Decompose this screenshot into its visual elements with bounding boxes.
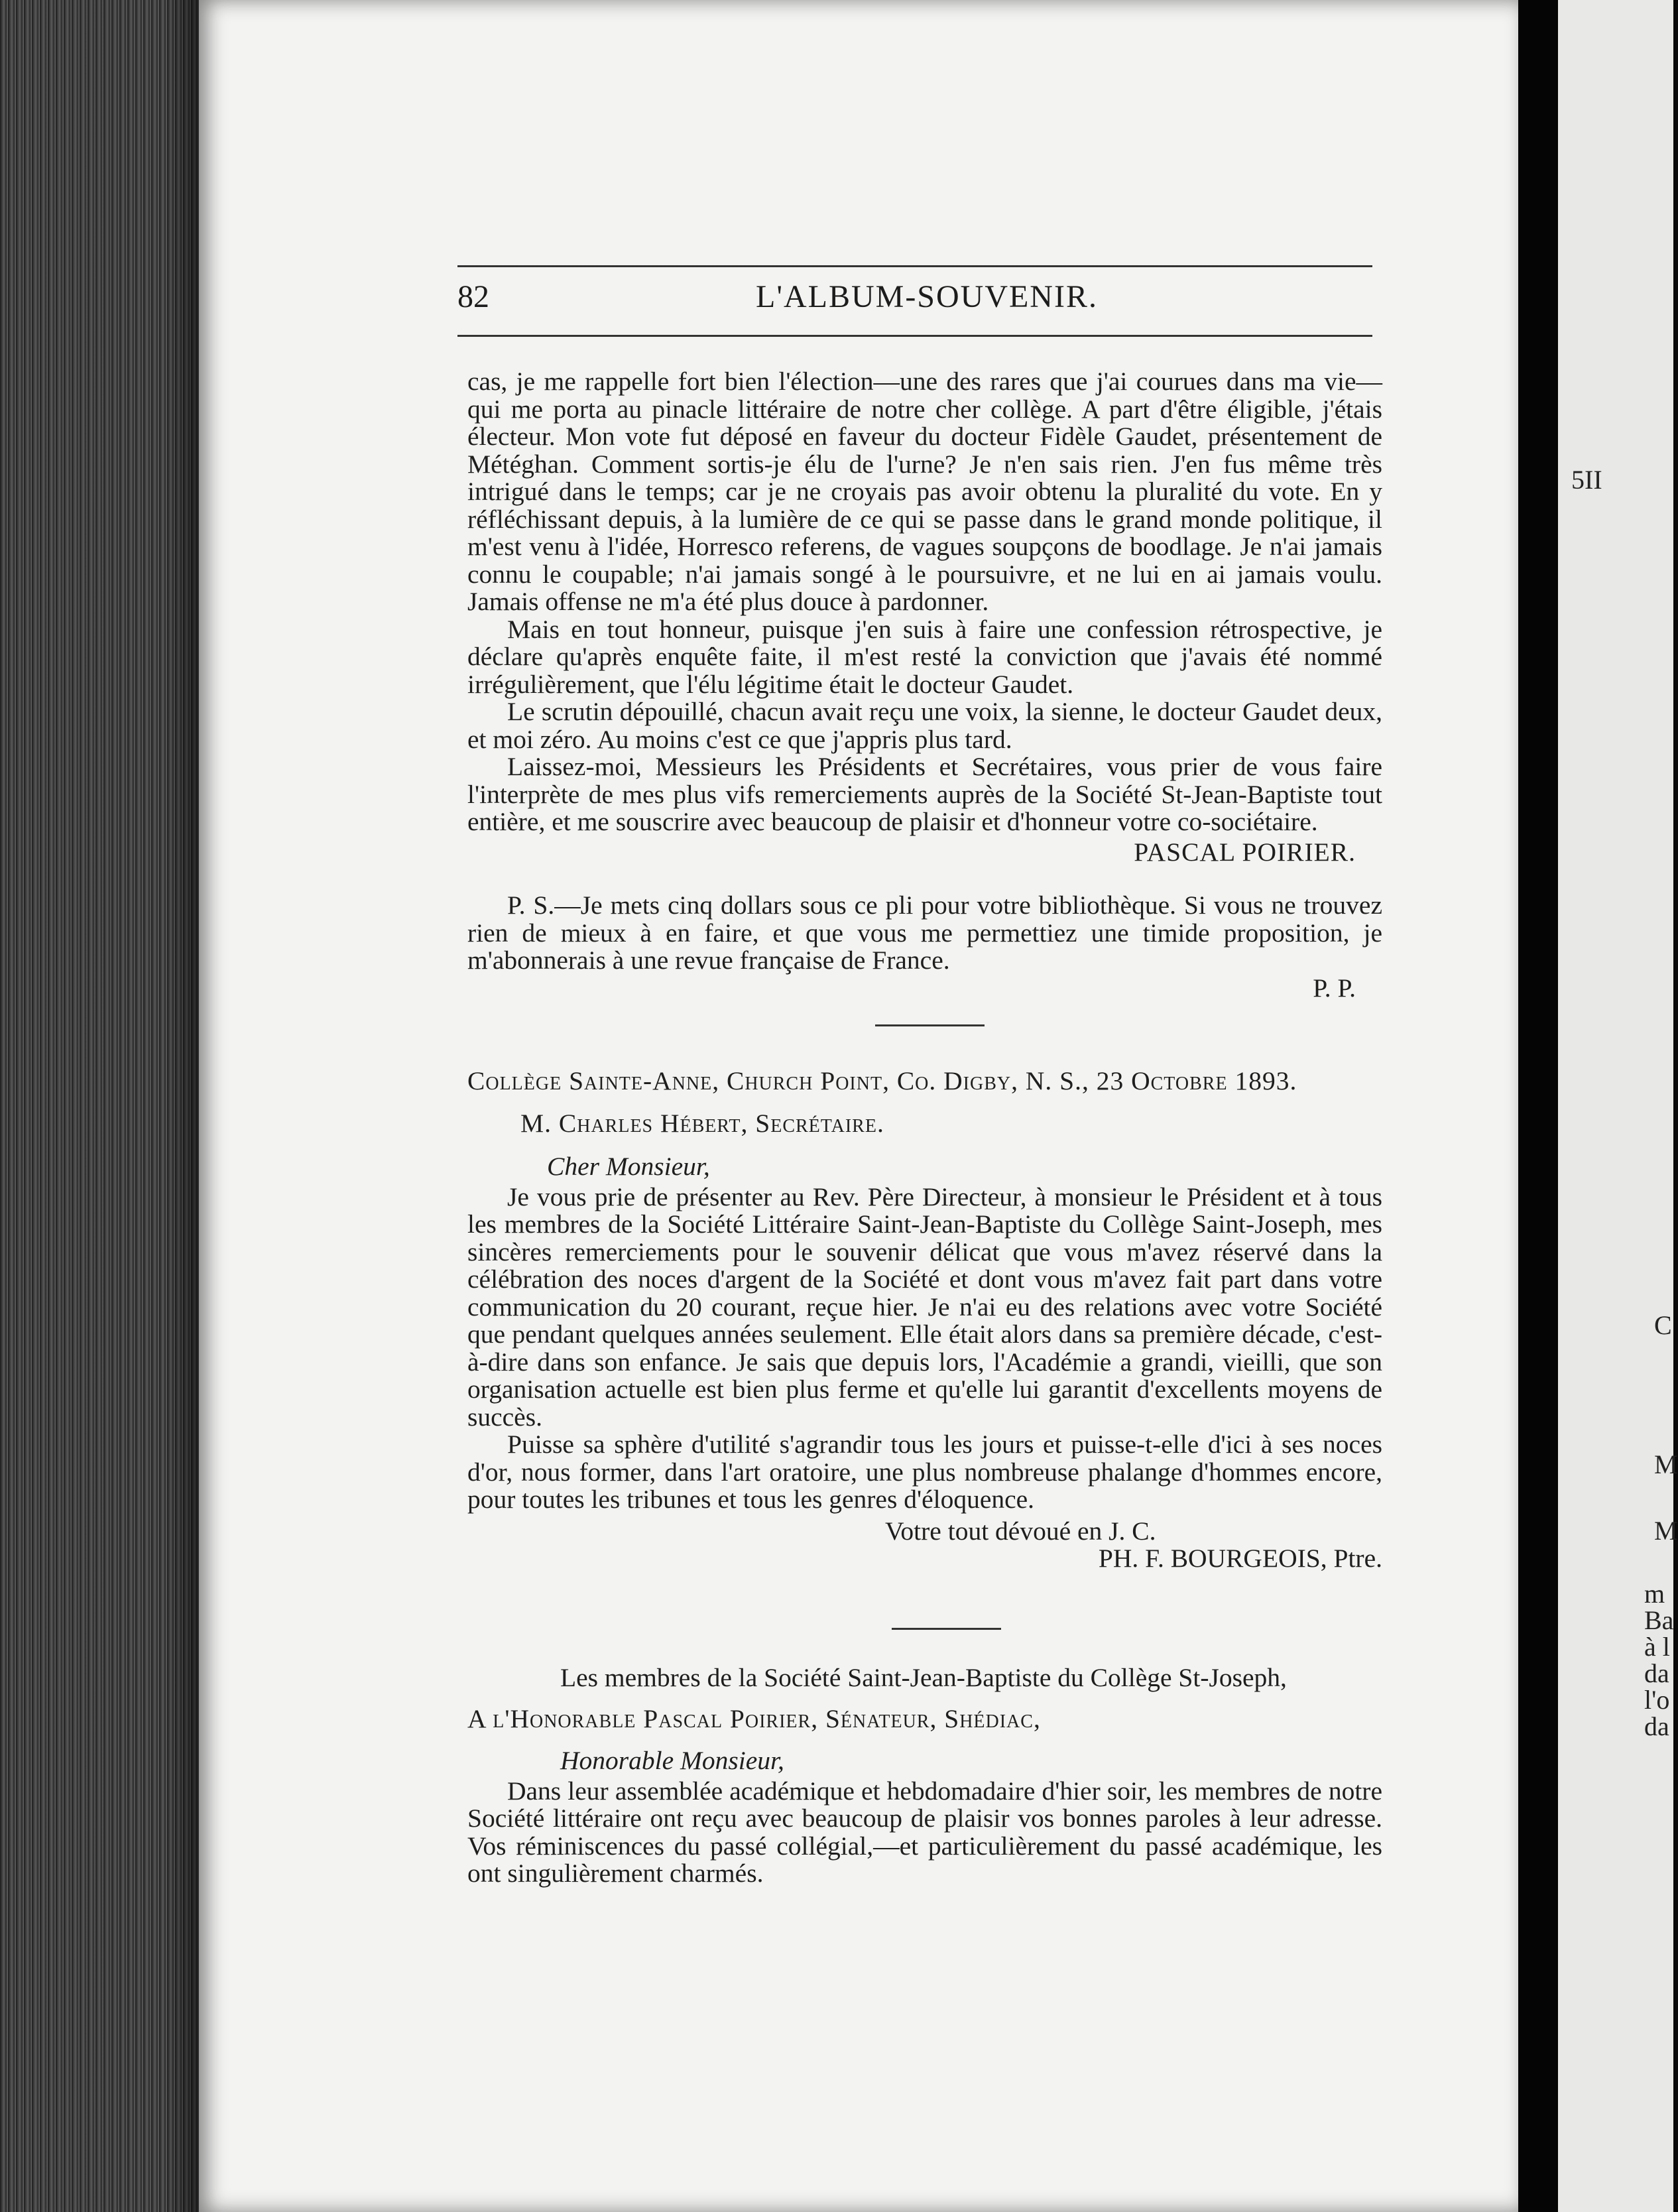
postscript: P. S.—Je mets cinq dollars sous ce pli pour votre bibliothèque. Si vous ne trouvez rien de mieux à en faire, et que vous me permettiez une timide proposition, je m'abonnerais à une revue française de France. <box>467 891 1382 975</box>
closing: Votre tout dévoué en J. C. <box>885 1516 1156 1546</box>
paragraph: Puisse sa sphère d'utilité s'agrandir tous les jours et puisse-t-elle d'ici à ses noces d'or, nous former, dans l'art oratoire, une plus nombreuse phalange d'hommes encore, pour toutes les tribunes et tous les genres d'éloquence. <box>467 1430 1382 1514</box>
next-page-text: à l <box>1644 1632 1670 1662</box>
letter-1 <box>467 368 1382 866</box>
page-gutter <box>1518 0 1558 2212</box>
addressee: M. Charles Hébert, Secrétaire. <box>520 1108 884 1138</box>
salutation: Cher Monsieur, <box>547 1152 710 1181</box>
page-number: 82 <box>457 279 489 314</box>
paragraph: Dans leur assemblée académique et hebdomadaire d'hier soir, les membres de notre Société littéraire ont reçu avec beaucoup de plaisir vos bonnes paroles à leur adresse. Vos réminiscences du passé collégial,—et particulièrement du passé académique, les ont singulièrement charmés. <box>467 1776 1382 1888</box>
next-page-text: Ba <box>1644 1605 1674 1635</box>
postscript-block <box>467 892 1382 1002</box>
next-page-text: M <box>1654 1516 1678 1546</box>
section-divider <box>875 1024 985 1026</box>
paragraph: Mais en tout honneur, puisque j'en suis à faire une confession rétrospective, je déclare qu'après enquête faite, il m'est resté la conviction que j'avais été nommé irrégulièrement, que l'élu légitime était le docteur Gaudet. <box>467 614 1382 699</box>
paragraph: Laissez-moi, Messieurs les Présidents et Secrétaires, vous prier de vous faire l'interprète de mes plus vifs remerciements auprès de la Société St-Jean-Baptiste tout entière, et me souscrire avec beaucoup de plaisir et d'honneur votre co-sociétaire. <box>467 752 1382 836</box>
header-rule-top <box>457 265 1372 267</box>
next-page-text: m <box>1644 1579 1665 1609</box>
paragraph: cas, je me rappelle fort bien l'élection—une des rares que j'ai courues dans ma vie—qui me porta au pinacle littéraire de notre cher collège. A part d'être éligible, j'étais électeur. Mon vote fut déposé en faveur du docteur Fidèle Gaudet, présentement de Météghan. Comment sortis-je élu de l'urne? Je n'en sais rien. J'en fus même très intrigué dans le temps; car je ne croyais pas avoir obtenu la pluralité du vote. En y réfléchissant depuis, à la lumière de ce qui se passe dans le grand monde politique, il m'est venu à l'idée, Horresco referens, de vagues soupçons de boodlage. Je n'ai jamais connu le coupable; n'ai jamais songé à le poursuivre, et ne lui en ai jamais voulu. Jamais offense ne m'a été plus douce à pardonner. <box>467 367 1382 616</box>
addressee: A l'Honorable Pascal Poirier, Sénateur, Shédiac, <box>467 1703 1041 1733</box>
running-title: L'ALBUM-SOUVENIR. <box>756 279 1098 314</box>
next-page-text: C <box>1654 1310 1672 1340</box>
salutation: Honorable Monsieur, <box>560 1746 784 1775</box>
signature: PASCAL POIRIER. <box>1134 837 1356 867</box>
letter-3 <box>467 1664 1382 1888</box>
next-page-fragment <box>1558 0 1678 2212</box>
signature: PH. F. BOURGEOIS, Ptre. <box>1098 1544 1382 1573</box>
next-page-text: M <box>1654 1449 1678 1479</box>
header-rule-bottom <box>457 335 1372 337</box>
next-page-text: da <box>1644 1658 1669 1688</box>
letter-2 <box>467 1068 1382 1573</box>
postscript-initials: P. P. <box>1313 973 1356 1003</box>
next-page-text: 5II <box>1571 465 1602 495</box>
paragraph: Le scrutin dépouillé, chacun avait reçu une voix, la sienne, le docteur Gaudet deux, et moi zéro. Au moins c'est ce que j'appris plus tard. <box>467 697 1382 754</box>
paragraph: Je vous prie de présenter au Rev. Père Directeur, à monsieur le Président et à tous les membres de la Société Littéraire Saint-Jean-Baptiste du Collège Saint-Joseph, mes sincères remerciements pour le souvenir délicat que vous m'avez réservé dans la célébration des noces d'argent de la Société et dont vous m'avez fait part dans votre communication du 20 courant, reçue hier. Je n'ai eu des relations avec votre Société que pendant quelques années seulement. Elle était alors dans sa première décade, c'est-à-dire dans son enfance. Je sais que depuis lors, l'Académie a grandi, vieilli, que son organisation actuelle est bien plus ferme et qu'elle lui garantit d'excellents moyens de succès. <box>467 1182 1382 1432</box>
next-page-text: l'o <box>1644 1685 1670 1715</box>
dateline: Collège Sainte-Anne, Church Point, Co. Digby, N. S., 23 Octobre 1893. <box>467 1066 1297 1095</box>
running-head <box>457 278 1372 325</box>
heading: Les membres de la Société Saint-Jean-Baptiste du Collège St-Joseph, <box>560 1663 1287 1692</box>
section-divider <box>892 1628 1001 1630</box>
next-page-text: da <box>1644 1711 1669 1741</box>
